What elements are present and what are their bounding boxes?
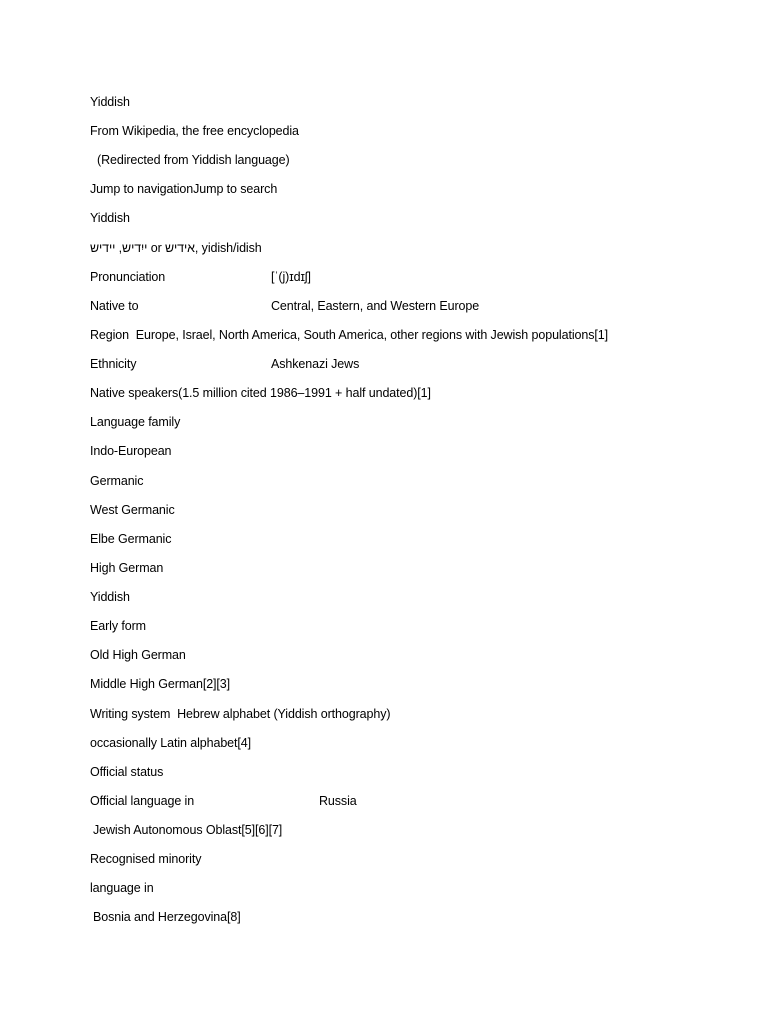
minority-value[interactable]: Bosnia and Herzegovina[8] xyxy=(93,910,241,924)
row-label: Writing system xyxy=(90,707,171,721)
row-value: Ashkenazi Jews xyxy=(271,357,360,371)
writing-extra: occasionally Latin alphabet[4] xyxy=(90,736,252,750)
row-value: Europe, Israel, North America, South America, other regions with Jewish populations[1] xyxy=(135,328,608,342)
row-label: Pronunciation xyxy=(90,270,166,284)
minority-label-2: language in xyxy=(90,881,154,895)
redirect-note: (Redirected from Yiddish language) xyxy=(97,153,290,167)
row-label: Region xyxy=(90,328,130,342)
row-official-language xyxy=(90,793,357,809)
row-pronunciation xyxy=(90,269,311,285)
row-label: Official language in xyxy=(90,794,195,808)
row-ethnicity xyxy=(90,356,360,372)
row-label: Native speakers xyxy=(90,386,179,400)
early-form-heading: Early form xyxy=(90,619,146,633)
early-form-item[interactable]: Middle High German[2][3] xyxy=(90,677,231,691)
family-item[interactable]: Indo-European xyxy=(90,444,172,458)
family-item[interactable]: Elbe Germanic xyxy=(90,532,172,546)
row-value: [ˈ(j)ɪdɪʃ] xyxy=(271,270,311,284)
family-item[interactable]: High German xyxy=(90,561,164,575)
row-native-speakers xyxy=(90,385,431,401)
official-status-heading: Official status xyxy=(90,765,164,779)
infobox-title: Yiddish xyxy=(90,211,130,225)
family-heading: Language family xyxy=(90,415,181,429)
row-value: (1.5 million cited 1986–1991 + half undated)[1] xyxy=(178,386,431,400)
row-value[interactable]: Hebrew alphabet (Yiddish orthography) xyxy=(177,707,391,721)
row-writing-system xyxy=(90,706,390,722)
official-language-extra[interactable]: Jewish Autonomous Oblast[5][6][7] xyxy=(93,823,283,837)
page-title: Yiddish xyxy=(90,95,130,109)
row-value[interactable]: Russia xyxy=(319,794,357,808)
family-item: Yiddish xyxy=(90,590,130,604)
row-region xyxy=(90,327,608,343)
family-item[interactable]: Germanic xyxy=(90,474,144,488)
row-label: Ethnicity xyxy=(90,357,137,371)
page-subtitle: From Wikipedia, the free encyclopedia xyxy=(90,124,299,138)
family-item[interactable]: West Germanic xyxy=(90,503,175,517)
native-name: ייִדיש, יידיש or אידיש, yidish/idish xyxy=(90,241,262,255)
minority-label-1: Recognised minority xyxy=(90,852,202,866)
early-form-item[interactable]: Old High German xyxy=(90,648,186,662)
row-native-to xyxy=(90,298,480,314)
row-label: Native to xyxy=(90,299,139,313)
jump-links[interactable]: Jump to navigationJump to search xyxy=(90,182,278,196)
row-value: Central, Eastern, and Western Europe xyxy=(271,299,480,313)
